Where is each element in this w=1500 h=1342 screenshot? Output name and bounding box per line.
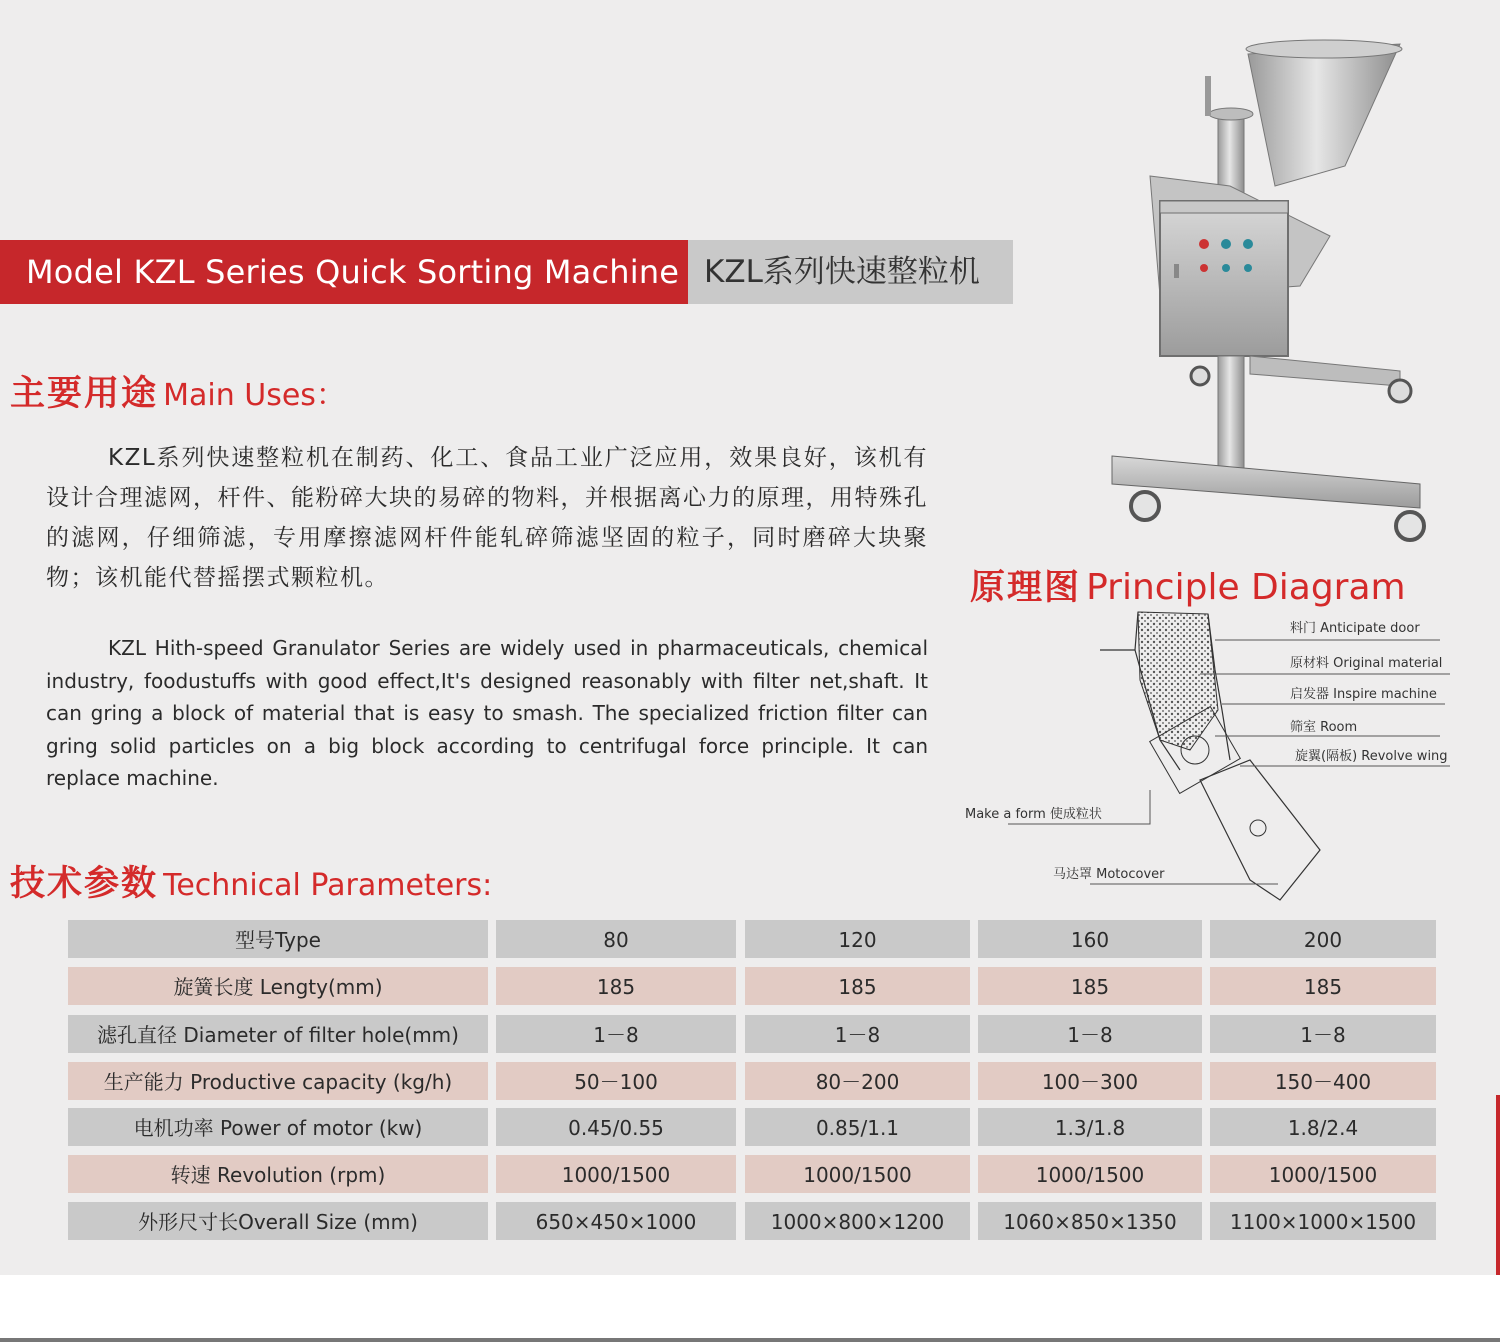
row-label: 旋簧长度 Lengty(mm) — [68, 967, 488, 1005]
row-label: 电机功率 Power of motor (kw) — [68, 1108, 488, 1146]
table-row — [68, 967, 1436, 1005]
diagram-label-motocover: 马达罩 Motocover — [1053, 867, 1165, 882]
diagram-heading — [970, 560, 1406, 610]
table-cell: 1000/1500 — [496, 1155, 736, 1193]
diagram-label-revolve-wing: 旋翼(隔板) Revolve wing — [1295, 749, 1448, 764]
table-cell: 1－8 — [1210, 1015, 1436, 1053]
row-label: 生产能力 Productive capacity (kg/h) — [68, 1062, 488, 1100]
table-cell: 185 — [1210, 967, 1436, 1005]
machine-photo — [1100, 36, 1460, 546]
table-cell: 1.3/1.8 — [978, 1108, 1202, 1146]
table-cell: 1000/1500 — [978, 1155, 1202, 1193]
table-cell: 100－300 — [978, 1062, 1202, 1100]
table-row — [68, 1155, 1436, 1193]
diagram-label-make-form: Make a form 使成粒状 — [965, 807, 1102, 822]
table-row — [68, 1015, 1436, 1053]
tech-heading — [10, 856, 492, 906]
table-cell: 1000/1500 — [1210, 1155, 1436, 1193]
main-uses-heading-zh: 主要用途 — [10, 374, 159, 414]
table-cell: 50－100 — [496, 1062, 736, 1100]
accent-edge-line — [1496, 1095, 1500, 1275]
table-cell: 650×450×1000 — [496, 1202, 736, 1240]
table-row — [68, 1062, 1436, 1100]
page-bottom-rule — [0, 1338, 1500, 1342]
title-banner-zh: KZL系列快速整粒机 — [688, 240, 1013, 304]
table-cell: 1－8 — [978, 1015, 1202, 1053]
tech-heading-en: Technical Parameters: — [163, 868, 493, 903]
main-uses-heading-en: Main Uses： — [163, 378, 346, 413]
table-cell: 0.85/1.1 — [745, 1108, 970, 1146]
table-cell: 160 — [978, 920, 1202, 958]
table-cell: 1000/1500 — [745, 1155, 970, 1193]
main-uses-paragraph-zh: KZL系列快速整粒机在制药、化工、食品工业广泛应用，效果良好，该机有设计合理滤网，杆件、能粉碎大块的易碎的物料，并根据离心力的原理，用特殊孔的滤网，仔细筛滤，专用摩擦滤网杆件能轧碎筛滤坚固的粒子，同时磨碎大块聚物；该机能代替摇摆式颗粒机。 — [46, 445, 928, 591]
tech-heading-zh: 技术参数 — [10, 864, 159, 904]
table-cell: 1100×1000×1500 — [1210, 1202, 1436, 1240]
table-row — [68, 1202, 1436, 1240]
main-uses-paragraph-en: KZL Hith-speed Granulator Series are widely used in pharmaceuticals, chemical industry, foodustuffs with good effect,It's designed reasonably with filter net,shaft. It can gring a block of material that is easy to smash. The specialized friction filter can gring solid particles on a big block according to centrifugal force principle. It can replace machine. — [46, 636, 928, 790]
table-cell: 1－8 — [745, 1015, 970, 1053]
table-cell: 185 — [978, 967, 1202, 1005]
row-label: 型号Type — [68, 920, 488, 958]
table-row — [68, 920, 1436, 958]
diagram-label-inspire-machine: 启发器 Inspire machine — [1290, 687, 1437, 702]
table-cell: 1060×850×1350 — [978, 1202, 1202, 1240]
diagram-heading-zh: 原理图 — [970, 568, 1082, 608]
table-cell: 120 — [745, 920, 970, 958]
table-cell: 185 — [496, 967, 736, 1005]
table-cell: 0.45/0.55 — [496, 1108, 736, 1146]
diagram-label-room: 筛室 Room — [1290, 720, 1358, 735]
table-cell: 1－8 — [496, 1015, 736, 1053]
row-label: 转速 Revolution (rpm) — [68, 1155, 488, 1193]
table-cell: 185 — [745, 967, 970, 1005]
main-uses-heading — [10, 366, 346, 416]
table-cell: 80－200 — [745, 1062, 970, 1100]
principle-diagram — [960, 610, 1480, 910]
diagram-label-original-material: 原材料 Original material — [1290, 656, 1443, 671]
table-cell: 150－400 — [1210, 1062, 1436, 1100]
table-cell: 1000×800×1200 — [745, 1202, 970, 1240]
title-banner-en: Model KZL Series Quick Sorting Machine — [0, 240, 688, 304]
table-cell: 1.8/2.4 — [1210, 1108, 1436, 1146]
table-row — [68, 1108, 1436, 1146]
table-cell: 80 — [496, 920, 736, 958]
diagram-label-anticipate-door: 料门 Anticipate door — [1290, 621, 1420, 636]
table-cell: 200 — [1210, 920, 1436, 958]
row-label: 滤孔直径 Diameter of filter hole(mm) — [68, 1015, 488, 1053]
diagram-heading-en: Principle Diagram — [1086, 567, 1406, 608]
row-label: 外形尺寸长Overall Size (mm) — [68, 1202, 488, 1240]
